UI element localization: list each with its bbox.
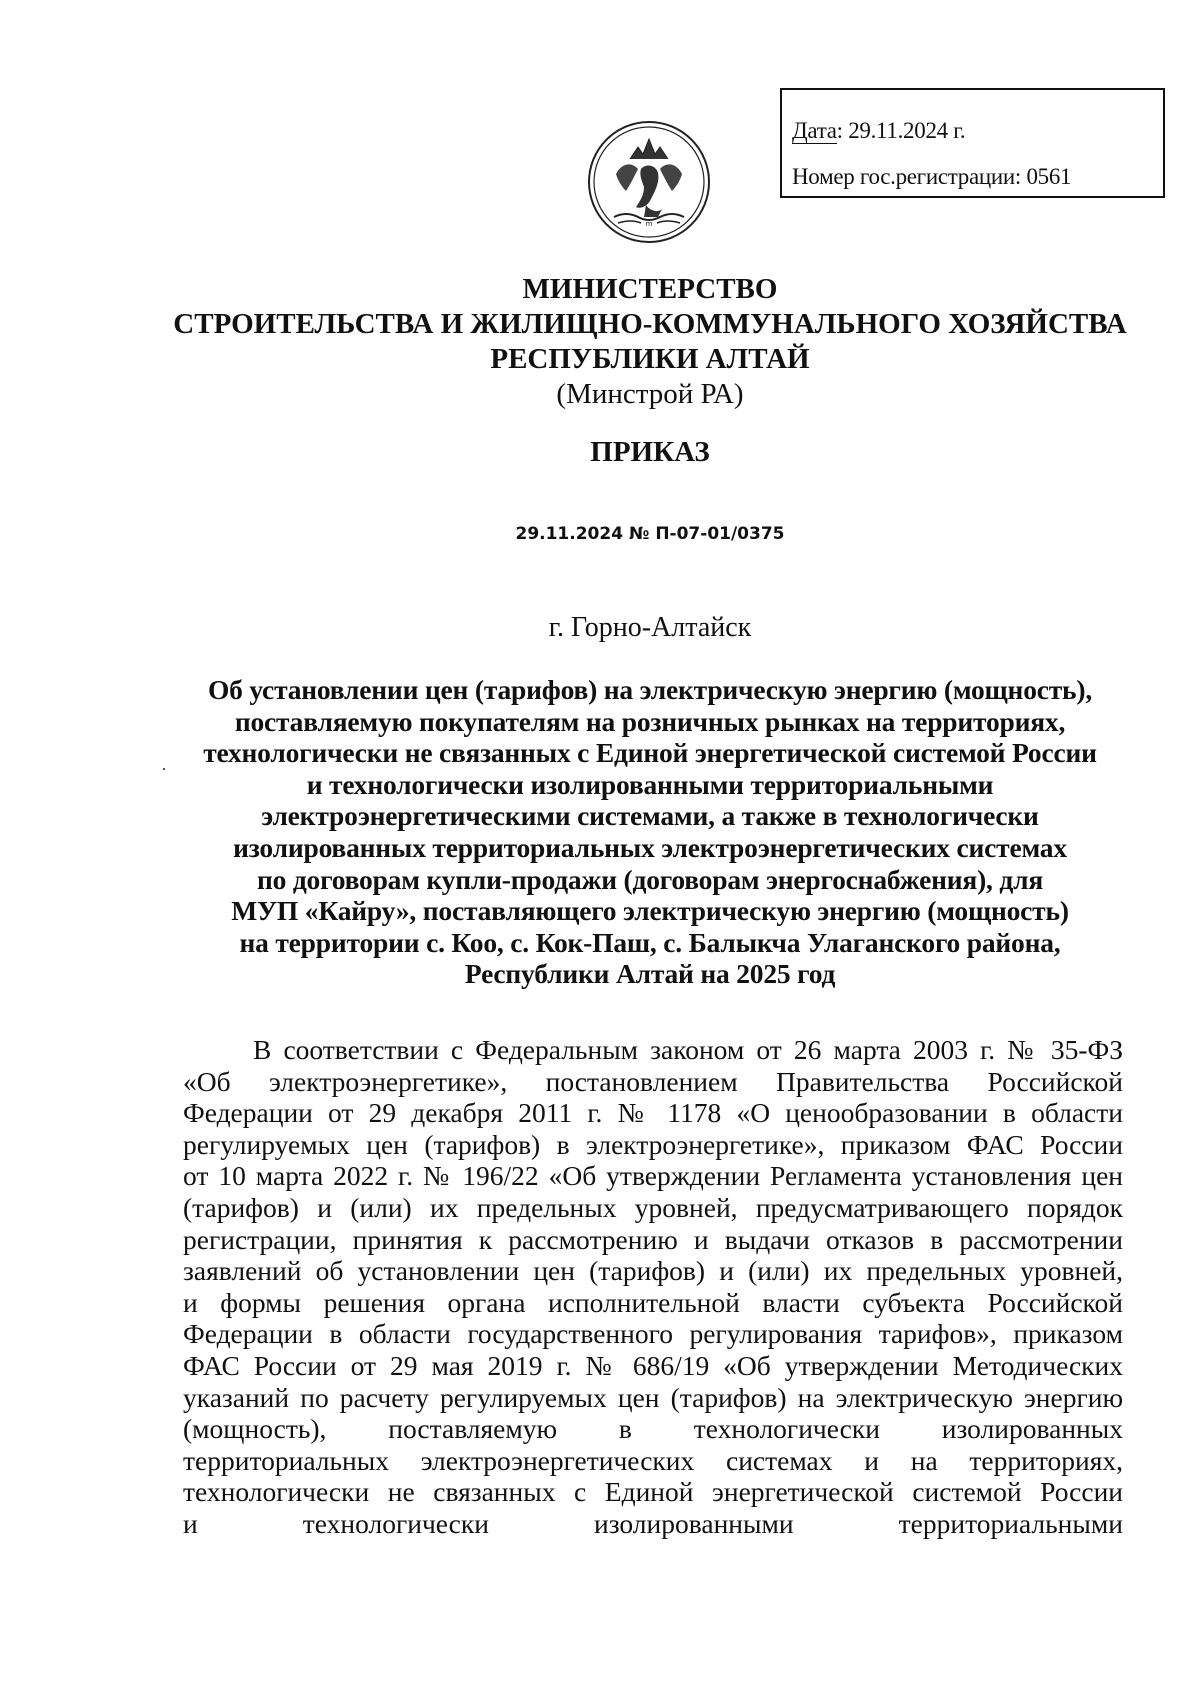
subject-line: на территории с. Коо, с. Кок-Паш, с. Балыкча Улаганского района, [239,926,1061,958]
document-number: 29.11.2024 № П-07-01/0375 [515,524,785,544]
body-line: (мощность), поставляемую в технологически изолированных [183,1413,1123,1445]
body-line: (тарифов) и (или) их предельных уровней, предусматривающего порядок [183,1191,1123,1223]
document-city: г. Горно-Алтайск [548,612,752,643]
body-line: указаний по расчету регулируемых цен (тарифов) на электрическую энергию [183,1381,1123,1413]
registration-number [792,154,1163,200]
ministry-line-2: СТРОИТЕЛЬСТВА И ЖИЛИЩНО-КОММУНАЛЬНОГО ХОЗЯЙСТВА [173,308,1127,340]
registration-date [792,108,1163,154]
body-line: Федерации в области государственного регулирования тарифов», приказом [183,1318,1123,1350]
ministry-short-name: (Минстрой РА) [556,378,744,410]
body-line: регистрации, принятия к рассмотрению и выдачи отказов в рассмотрении [183,1223,1123,1255]
subject-line: поставляемую покупателям на розничных рынках на территориях, [234,705,1066,737]
body-line: «Об электроэнергетике», постановлением Правительства Российской [183,1065,1123,1097]
body-line: регулируемых цен (тарифов) в электроэнергетике», приказом ФАС России [183,1128,1123,1160]
document-type: ПРИКАЗ [590,436,710,468]
subject-line: электроэнергетическими системами, а также в технологически [261,800,1039,832]
subject-line: Об установлении цен (тарифов) на электрическую энергию (мощность), [207,674,1093,705]
body-line: ФАС России от 29 мая 2019 г. № 686/19 «Об утверждении Методических [183,1349,1123,1381]
registration-date-value: : 29.11.2024 г. [836,118,966,143]
body-line: и технологически изолированными территориальными [183,1507,1123,1539]
registration-stamp [780,88,1165,198]
registration-number-value: : 0561 [1014,164,1072,189]
subject-line: по договорам купли-продажи (договорам энергоснабжения), для [256,863,1044,895]
ministry-line-1: МИНИСТЕРСТВО [522,273,778,305]
svg-text:m: m [645,220,653,228]
body-paragraph [183,1034,1123,1540]
subject-line: и технологически изолированными территориальными [306,768,994,800]
body-line: Федерации от 29 декабря 2011 г. № 1178 «О ценообразовании в области [183,1097,1123,1129]
body-line: и формы решения органа исполнительной власти субъекта Российской [183,1286,1123,1318]
body-line: технологически не связанных с Единой энергетической системой России [183,1476,1123,1508]
subject-line: Республики Алтай на 2025 год [464,958,836,990]
document-subject [150,674,1150,990]
body-line: территориальных электроэнергетических системах и на территориях, [183,1444,1123,1476]
body-line: от 10 марта 2022 г. № 196/22 «Об утверждении Регламента установления цен [183,1160,1123,1192]
subject-line: МУП «Кайру», поставляющего электрическую энергию (мощность) [231,895,1069,927]
registration-date-label: Дата [792,118,837,143]
subject-line: технологически не связанных с Единой энергетической системой России [203,737,1097,769]
republic-altai-coat-of-arms-icon [586,119,712,245]
ministry-line-3: РЕСПУБЛИКИ АЛТАЙ [490,343,810,375]
subject-line: изолированных территориальных электроэнергетических системах [233,831,1067,863]
ministry-heading [100,272,1200,412]
body-line: заявлений об установлении цен (тарифов) и (или) их предельных уровней, [183,1255,1123,1287]
registration-number-label: Номер гос.регистрации [792,164,1015,189]
body-line: В соответствии с Федеральным законом от 26 марта 2003 г. № 35-ФЗ [253,1034,1123,1065]
